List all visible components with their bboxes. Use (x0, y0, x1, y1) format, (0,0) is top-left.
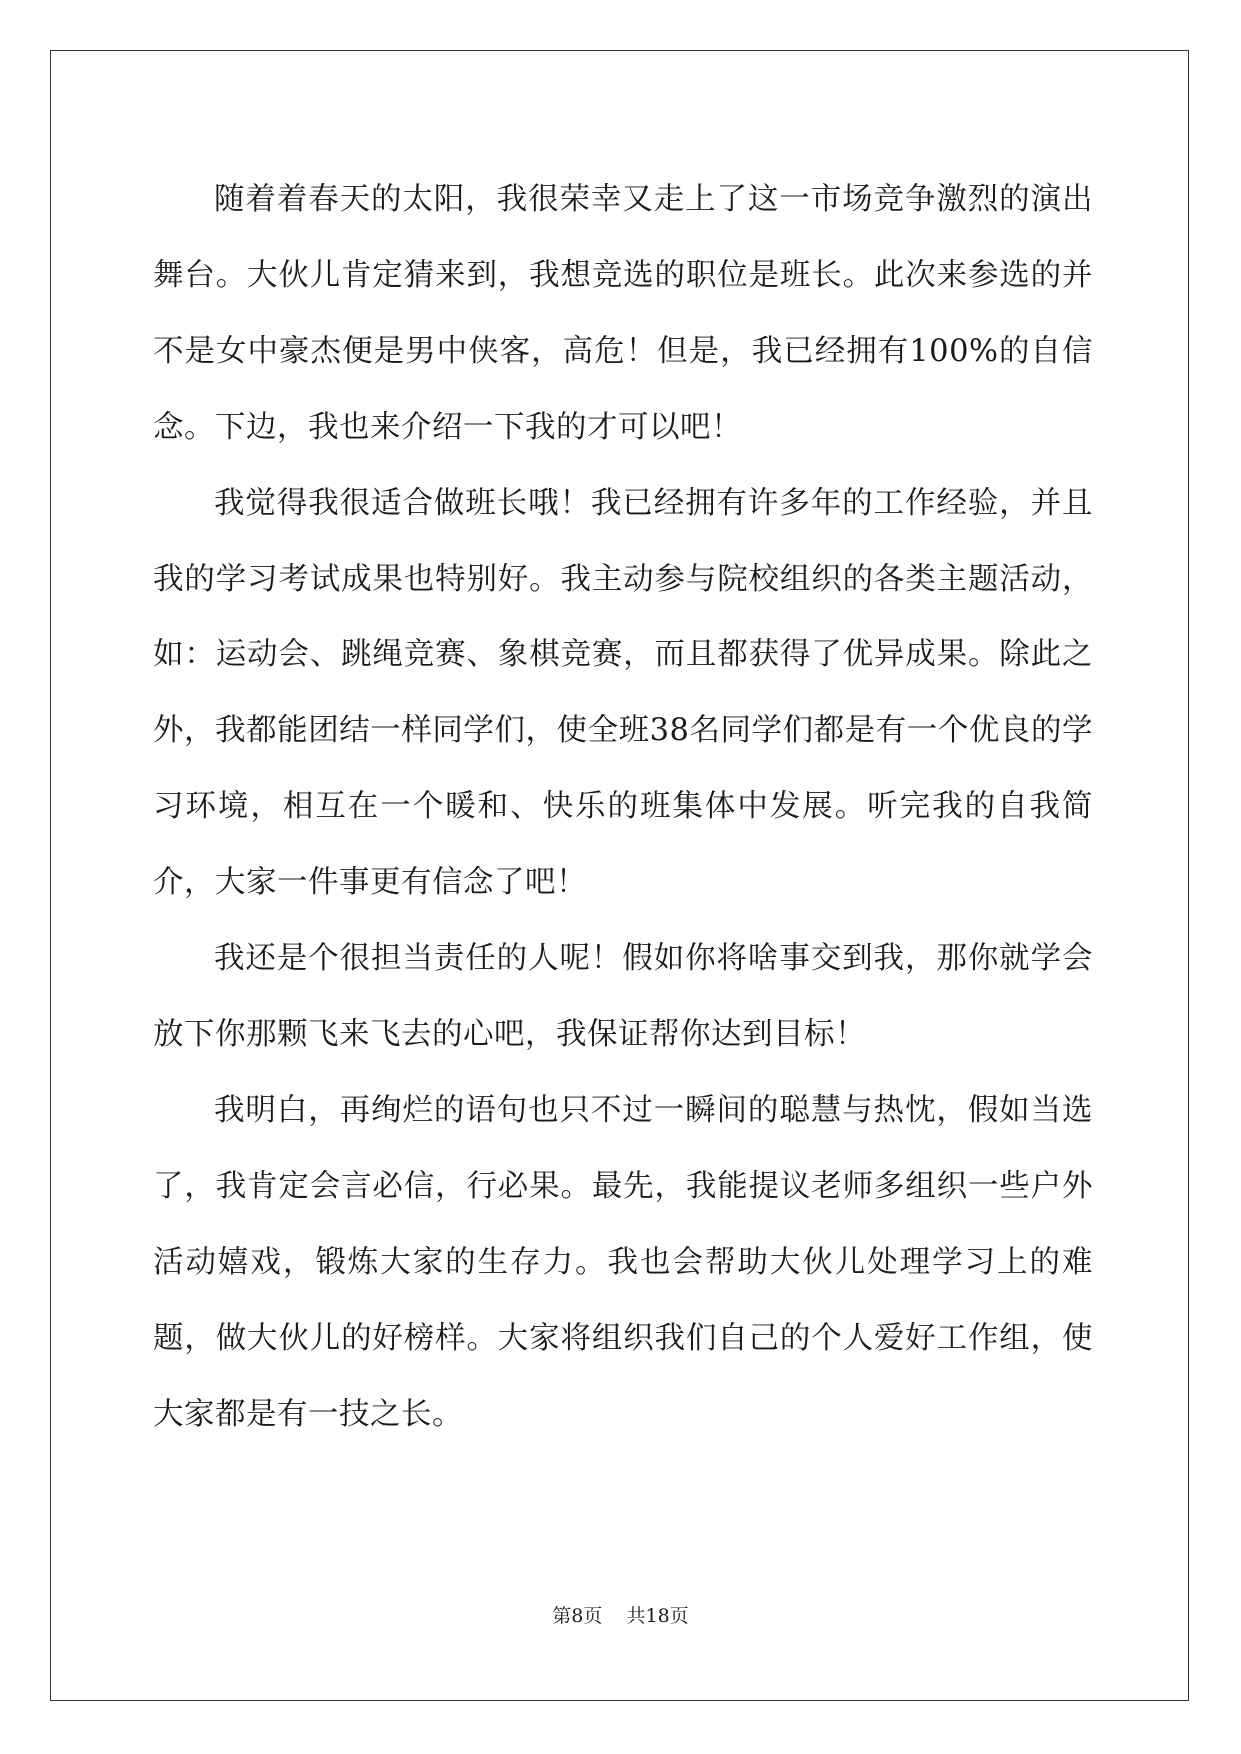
paragraph-2: 我觉得我很适合做班长哦！我已经拥有许多年的工作经验，并且我的学习考试成果也特别好。我主动参与院校组织的各类主题活动，如：运动会、跳绳竞赛、象棋竞赛，而且都获得了优异成果。除此之外，我都能团结一样同学们，使全班38名同学们都是有一个优良的学习环境，相互在一个暖和、快乐的班集体中发展。听完我的自我简介，大家一件事更有信念了吧！ (153, 485, 1093, 901)
paragraph-4: 我明白，再绚烂的语句也只不过一瞬间的聪慧与热忱，假如当选了，我肯定会言必信，行必果。最先，我能提议老师多组织一些户外活动嬉戏，锻炼大家的生存力。我也会帮助大伙儿处理学习上的难题，做大伙儿的好榜样。大家将组织我们自己的个人爱好工作组，使大家都是有一技之长。 (153, 1092, 1093, 1432)
total-page-count: 共18页 (626, 1605, 689, 1627)
page-footer (0, 1604, 1241, 1628)
document-body (153, 162, 1093, 1452)
paragraph-1: 随着着春天的太阳，我很荣幸又走上了这一市场竞争激烈的演出舞台。大伙儿肯定猜来到，我想竞选的职位是班长。此次来参选的并不是女中豪杰便是男中侠客，高危！但是，我已经拥有100%的自信念。下边，我也来介绍一下我的才可以吧！ (153, 182, 1093, 445)
current-page-number: 第8页 (552, 1605, 603, 1627)
paragraph-3: 我还是个很担当责任的人呢！假如你将啥事交到我，那你就学会放下你那颗飞来飞去的心吧，我保证帮你达到目标！ (153, 941, 1093, 1052)
